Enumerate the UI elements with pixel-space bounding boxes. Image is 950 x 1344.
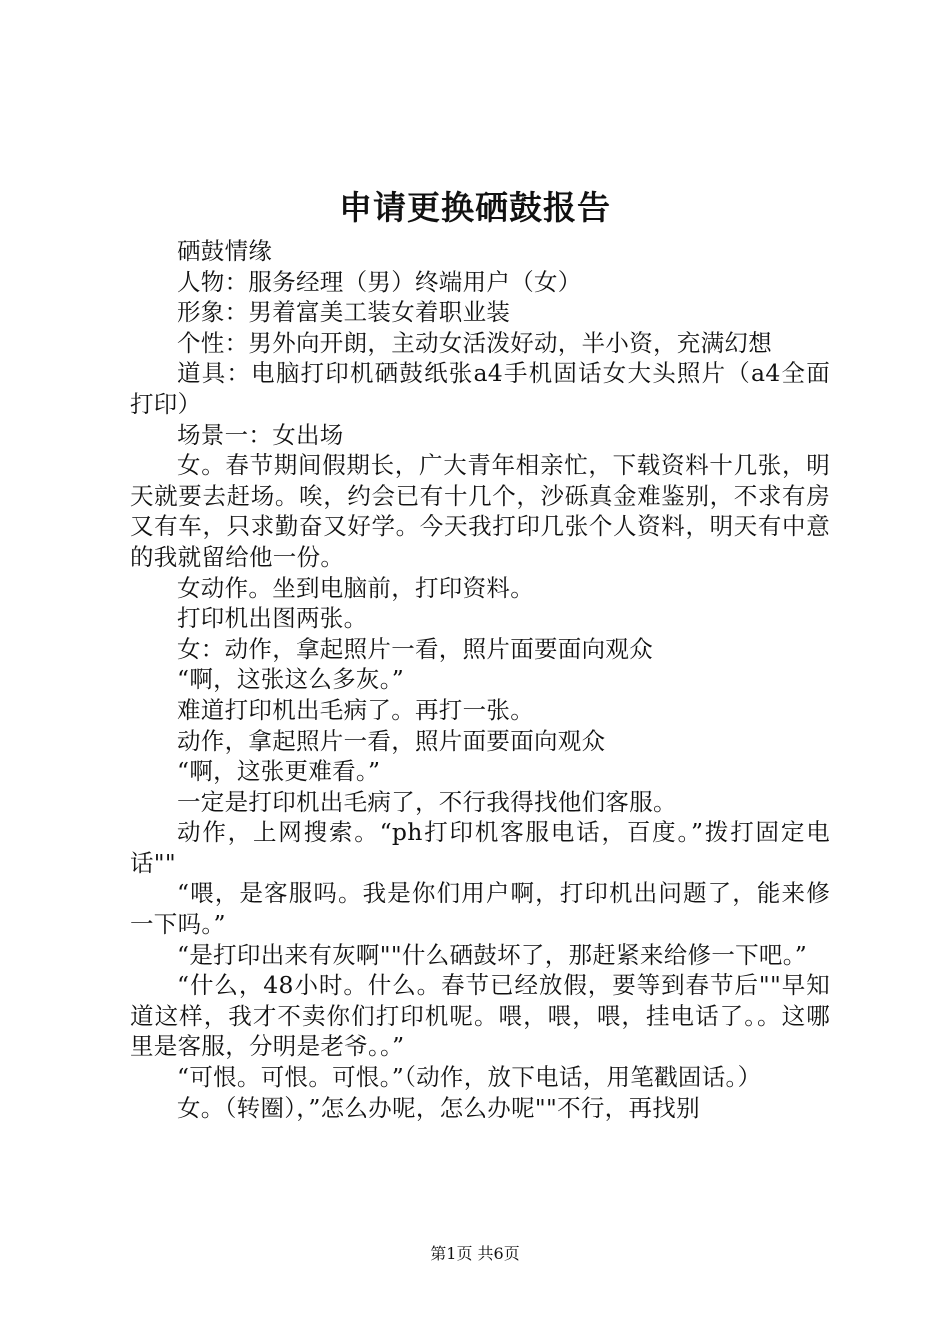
paragraph-19: “什么，48小时。什么。春节已经放假，要等到春节后""早知道这样，我才不卖你们打印机呢。喂，喂，喂，挂电话了。。这哪里是客服，分明是老爷。。” (130, 971, 830, 1061)
paragraph-5: 道具：电脑打印机硒鼓纸张a4手机固话女大头照片（a4全面打印） (130, 359, 830, 418)
paragraph-8: 女动作。坐到电脑前，打印资料。 (177, 573, 534, 602)
paragraph-10: 女：动作，拿起照片一看，照片面要面向观众 (177, 634, 653, 663)
paragraph-6: 场景一：女出场 (177, 420, 344, 449)
paragraph-9: 打印机出图两张。 (177, 604, 368, 633)
paragraph-2: 人物：服务经理（男）终端用户（女） (177, 267, 582, 296)
paragraph-12: 难道打印机出毛病了。再打一张。 (177, 695, 534, 724)
paragraph-17: “喂，是客服吗。我是你们用户啊，打印机出问题了，能来修一下吗。” (130, 879, 830, 939)
paragraph-15: 一定是打印机出毛病了，不行我得找他们客服。 (177, 787, 677, 816)
paragraph-11: “啊，这张这么多灰。” (177, 665, 405, 694)
paragraph-13: 动作，拿起照片一看，照片面要面向观众 (177, 726, 606, 755)
page-footer: 第1页 共6页 (430, 1244, 520, 1263)
paragraph-21: 女。（转圈），”怎么办呢，怎么办呢""不行，再找别 (177, 1093, 700, 1122)
document-body (130, 236, 830, 1123)
paragraph-1: 硒鼓情缘 (177, 237, 273, 265)
paragraph-18: “是打印出来有灰啊""什么硒鼓坏了，那赶紧来给修一下吧。” (177, 940, 808, 969)
paragraph-3: 形象：男着富美工装女着职业装 (177, 298, 511, 327)
paragraph-16: 动作，上网搜索。“ph打印机客服电话，百度。”拨打固定电话"" (130, 818, 830, 877)
paragraph-4: 个性：男外向开朗，主动女活泼好动，半小资，充满幻想 (177, 328, 772, 357)
paragraph-20: “可恨。可恨。可恨。”（动作，放下电话，用笔戳固话。） (177, 1063, 762, 1092)
paragraph-7: 女。春节期间假期长，广大青年相亲忙，下载资料十几张，明天就要去赶场。唉，约会已有十几个，沙砾真金难鉴别，不求有房又有车，只求勤奋又好学。今天我打印几张个人资料，明天有中意的我就留给他一份。 (130, 451, 830, 571)
paragraph-14: “啊，这张更难看。” (177, 757, 381, 786)
document-title: 申请更换硒鼓报告 (339, 188, 611, 227)
